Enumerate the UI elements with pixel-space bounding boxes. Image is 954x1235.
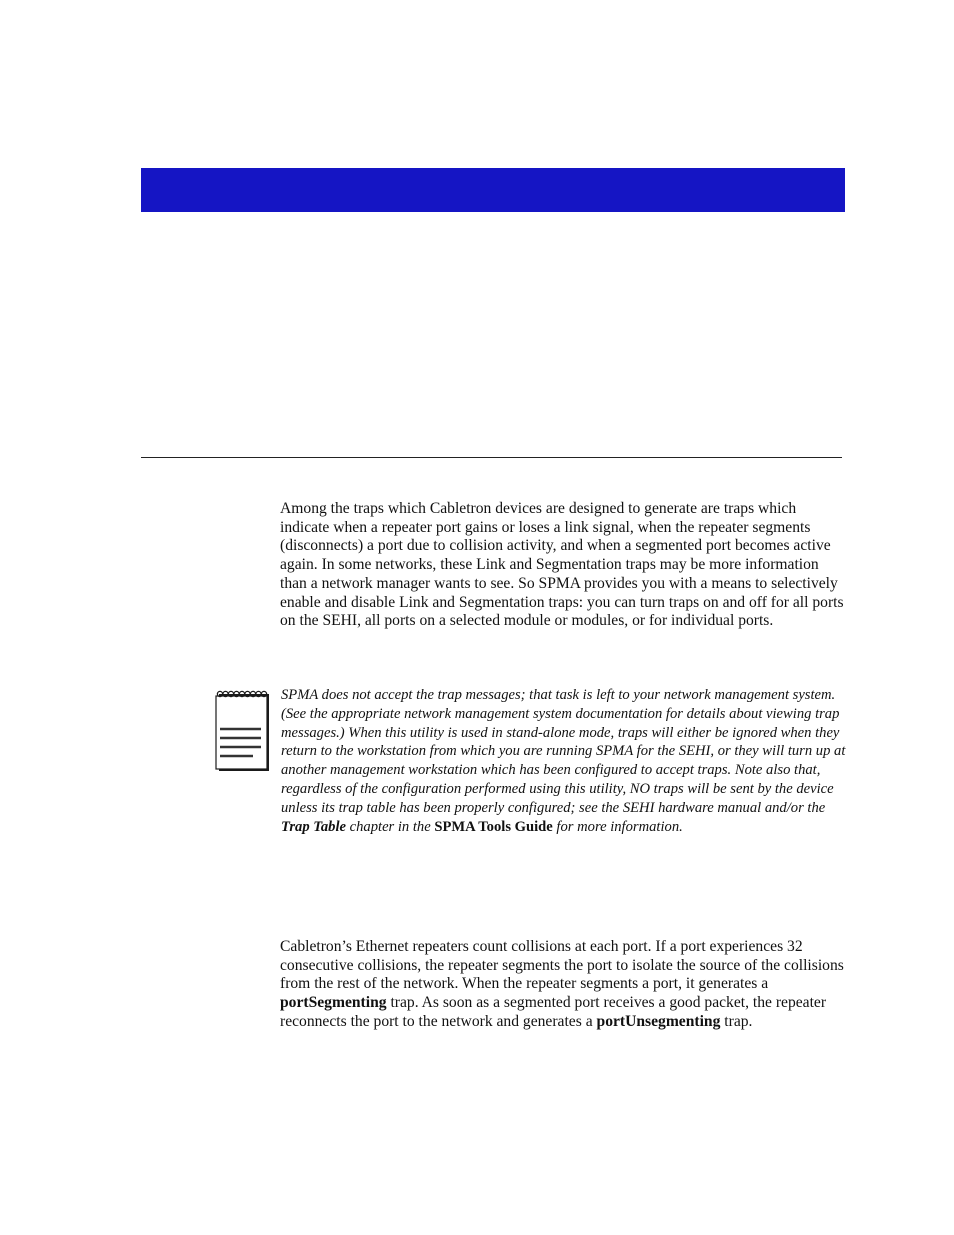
- port-segmenting-term: portSegmenting: [280, 994, 387, 1012]
- note-paragraph: [281, 686, 846, 836]
- note-text-3: for more information.: [552, 818, 683, 835]
- trap-table-reference: Trap Table: [281, 818, 346, 835]
- segmentation-text-2: trap. As soon as a segmented port receives a good packet, the repeater reconnects the port to the network and generates a: [280, 994, 827, 1030]
- note-text-2: chapter in the: [346, 818, 435, 835]
- port-unsegmenting-term: portUnsegmenting: [596, 1012, 721, 1030]
- tools-guide-reference: SPMA Tools Guide: [434, 818, 553, 835]
- segmentation-text-3: trap.: [720, 1012, 753, 1030]
- segmentation-paragraph: [280, 938, 845, 1032]
- section-divider: [141, 457, 842, 458]
- intro-text: Among the traps which Cabletron devices are designed to generate are traps which indicate when a repeater port gains or loses a link signal, when the repeater segments (disconnects) a port due to collision activity, and when a segmented port becomes active again. In some networks, these Link and Segmentation traps may be more information than a network manager wants to see. So SPMA provides you with a means to selectively enable and disable Link and Segmentation traps: you can turn traps on and off for all ports on the SEHI, all ports on a selected module or modules, or for individual ports.: [280, 500, 844, 630]
- segmentation-text-1: Cabletron’s Ethernet repeaters count collisions at each port. If a port experiences 32 consecutive collisions, the repeater segments the port to isolate the source of the collisions from the rest of the network. When the repeater segments a port, it generates a: [280, 938, 844, 993]
- notepad-icon: [213, 688, 271, 772]
- chapter-header-bar: [141, 168, 845, 212]
- note-text-1: SPMA does not accept the trap messages; that task is left to your network management system. (See the appropriate network management system documentation for details about viewing trap messages.) When this utility is used in stand-alone mode, traps will either be ignored when they return to the workstation from which you are running SPMA for the SEHI, or they will turn up at another management workstation which has been configured to accept traps. Note also that, regardless of the configuration performed using this utility, NO traps will be sent by the device unless its trap table has been properly configured; see the SEHI hardware manual and/or the: [281, 687, 846, 816]
- intro-paragraph: [280, 500, 845, 631]
